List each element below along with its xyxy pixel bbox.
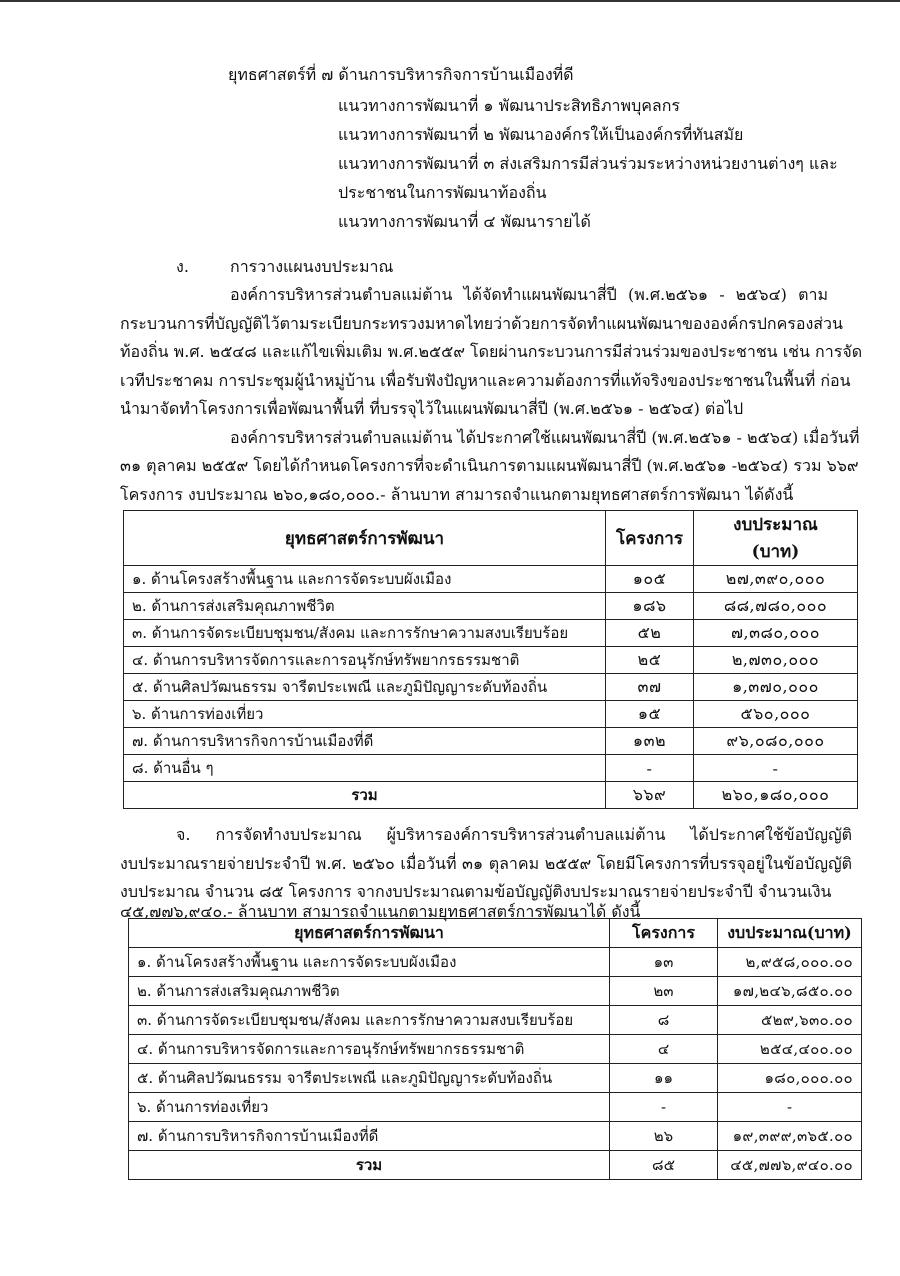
header-budget bbox=[694, 511, 858, 566]
table-total-row bbox=[124, 782, 858, 809]
strategy-name: ๖. ด้านการท่องเที่ยว bbox=[129, 1093, 610, 1122]
table-row bbox=[124, 701, 858, 728]
budget-amount: ๑,๓๗๐,๐๐๐ bbox=[694, 674, 858, 701]
para1-line-3: ท้องถิ่น พ.ศ. ๒๕๔๘ และแก้ไขเพิ่มเติม พ.ศ.๒๕๕๙ โดยผ่านกระบวนการมีส่วนร่วมของประชาชน เช่น การจัด bbox=[120, 342, 863, 361]
table-row bbox=[129, 977, 862, 1006]
budget-amount: ๙๖,๐๘๐,๐๐๐ bbox=[694, 728, 858, 755]
table-row bbox=[129, 1035, 862, 1064]
project-count: - bbox=[606, 755, 694, 782]
table-row bbox=[129, 1064, 862, 1093]
header-strategy: ยุทธศาสตร์การพัฒนา bbox=[129, 919, 610, 948]
budget-amount: ๑๗,๒๔๖,๘๕๐.๐๐ bbox=[718, 977, 862, 1006]
table-row bbox=[129, 948, 862, 977]
table-row bbox=[124, 566, 858, 593]
para2-line-3: โครงการ งบประมาณ ๒๖๐,๑๘๐,๐๐๐.- ล้านบาท สามารถจำแนกตามยุทธศาสตร์การพัฒนา ได้ดังนี้ bbox=[120, 485, 794, 504]
table-row bbox=[124, 755, 858, 782]
strategy-name: ๔. ด้านการบริหารจัดการและการอนุรักษ์ทรัพยากรธรรมชาติ bbox=[129, 1035, 610, 1064]
budget-amount: ๑๙,๓๙๙,๓๖๕.๐๐ bbox=[718, 1122, 862, 1151]
guideline-3-cont: ประชาชนในการพัฒนาท้องถิ่น bbox=[338, 183, 547, 202]
budget-amount: ๒,๙๕๘,๐๐๐.๐๐ bbox=[718, 948, 862, 977]
guideline-1: แนวทางการพัฒนาที่ ๑ พัฒนาประสิทธิภาพบุคลกร bbox=[338, 96, 681, 115]
total-label: รวม bbox=[129, 1151, 610, 1180]
project-count: ๑๘๖ bbox=[606, 593, 694, 620]
section-d-heading: การวางแผนงบประมาณ bbox=[230, 257, 394, 276]
project-count: ๕๒ bbox=[606, 620, 694, 647]
table-header-row bbox=[129, 919, 862, 948]
strategy-name: ๗. ด้านการบริหารกิจการบ้านเมืองที่ดี bbox=[129, 1122, 610, 1151]
header-budget-label: งบประมาณ bbox=[733, 515, 818, 535]
table-total-row bbox=[129, 1151, 862, 1180]
para1-line-2: กระบวนการที่บัญญัติไว้ตามระเบียบกระทรวงมหาดไทยว่าด้วยการจัดทำแผนพัฒนาขององค์กรปกครองส่วน bbox=[120, 314, 843, 333]
project-count: ๑๓ bbox=[610, 948, 718, 977]
strategy-name: ๑. ด้านโครงสร้างพื้นฐาน และการจัดระบบผังเมือง bbox=[124, 566, 606, 593]
para1-line-4: เวทีประชาคม การประชุมผู้นำหมู่บ้าน เพื่อรับฟังปัญหาและความต้องการที่แท้จริงของประชาชนในพื้นที่ ก่อน bbox=[120, 371, 851, 390]
table-row bbox=[124, 647, 858, 674]
para1-line-5: นำมาจัดทำโครงการเพื่อพัฒนาพื้นที่ ที่บรรจุไว้ในแผนพัฒนาสี่ปี (พ.ศ.๒๕๖๑ - ๒๕๖๔) ต่อไป bbox=[120, 399, 744, 418]
table-row bbox=[129, 1093, 862, 1122]
table-header-row bbox=[124, 511, 858, 566]
guideline-4: แนวทางการพัฒนาที่ ๔ พัฒนารายได้ bbox=[338, 212, 591, 231]
strategy-name: ๘. ด้านอื่น ๆ bbox=[124, 755, 606, 782]
strategy-name: ๒. ด้านการส่งเสริมคุณภาพชีวิต bbox=[129, 977, 610, 1006]
section-e-line-4: ๔๕,๗๗๖,๙๔๐.- ล้านบาท สามารถจำแนกตามยุทธศาสตร์การพัฒนาได้ ดังนี้ bbox=[120, 902, 641, 921]
table-row bbox=[129, 1122, 862, 1151]
budget-amount: ๑๘๐,๐๐๐.๐๐ bbox=[718, 1064, 862, 1093]
budget-amount: - bbox=[718, 1093, 862, 1122]
project-count: ๒๖ bbox=[610, 1122, 718, 1151]
project-count: ๑๑ bbox=[610, 1064, 718, 1093]
strategy-name: ๒. ด้านการส่งเสริมคุณภาพชีวิต bbox=[124, 593, 606, 620]
para2-line-2: ๓๑ ตุลาคม ๒๕๕๙ โดยได้กำหนดโครงการที่จะดำเนินการตามแผนพัฒนาสี่ปี (พ.ศ.๒๕๖๑ -๒๕๖๔) รวม ๖๖๙ bbox=[120, 456, 859, 475]
guideline-3: แนวทางการพัฒนาที่ ๓ ส่งเสริมการมีส่วนร่วมระหว่างหน่วยงานต่างๆ และ bbox=[338, 154, 838, 173]
total-label: รวม bbox=[124, 782, 606, 809]
budget-amount: ๒๕๔,๔๐๐.๐๐ bbox=[718, 1035, 862, 1064]
annual-budget-table bbox=[128, 918, 862, 1180]
total-budget: ๔๕,๗๗๖,๙๔๐.๐๐ bbox=[718, 1151, 862, 1180]
project-count: ๘ bbox=[610, 1006, 718, 1035]
strategy-name: ๓. ด้านการจัดระเบียบชุมชน/สังคม และการรักษาความสงบเรียบร้อย bbox=[124, 620, 606, 647]
table-row bbox=[124, 728, 858, 755]
project-count: ๑๐๕ bbox=[606, 566, 694, 593]
total-projects: ๘๕ bbox=[610, 1151, 718, 1180]
project-count: - bbox=[610, 1093, 718, 1122]
top-rule bbox=[0, 0, 900, 2]
budget-amount: ๗,๓๘๐,๐๐๐ bbox=[694, 620, 858, 647]
project-count: ๓๗ bbox=[606, 674, 694, 701]
budget-amount: ๒,๗๓๐,๐๐๐ bbox=[694, 647, 858, 674]
section-e-line-3: งบประมาณ จำนวน ๘๕ โครงการ จากงบประมาณตามข้อบัญญัติงบประมาณรายจ่ายประจำปี จำนวนเงิน bbox=[120, 882, 832, 901]
plan-budget-table bbox=[123, 510, 858, 809]
total-projects: ๖๖๙ bbox=[606, 782, 694, 809]
strategy-name: ๔. ด้านการบริหารจัดการและการอนุรักษ์ทรัพยากรธรรมชาติ bbox=[124, 647, 606, 674]
guideline-2: แนวทางการพัฒนาที่ ๒ พัฒนาองค์กรให้เป็นองค์กรที่ทันสมัย bbox=[338, 125, 744, 144]
project-count: ๒๕ bbox=[606, 647, 694, 674]
table-row bbox=[124, 674, 858, 701]
header-projects: โครงการ bbox=[610, 919, 718, 948]
section-d-marker: ง. bbox=[176, 257, 189, 276]
strategy-name: ๖. ด้านการท่องเที่ยว bbox=[124, 701, 606, 728]
budget-amount: ๕๒๙,๖๓๐.๐๐ bbox=[718, 1006, 862, 1035]
budget-amount: ๕๖๐,๐๐๐ bbox=[694, 701, 858, 728]
header-budget: งบประมาณ(บาท) bbox=[718, 919, 862, 948]
project-count: ๒๓ bbox=[610, 977, 718, 1006]
strategy-name: ๕. ด้านศิลปวัฒนธรรม จารีตประเพณี และภูมิปัญญาระดับท้องถิ่น bbox=[129, 1064, 610, 1093]
project-count: ๑๕ bbox=[606, 701, 694, 728]
header-strategy: ยุทธศาสตร์การพัฒนา bbox=[124, 511, 606, 566]
total-budget: ๒๖๐,๑๘๐,๐๐๐ bbox=[694, 782, 858, 809]
header-projects: โครงการ bbox=[606, 511, 694, 566]
strategy-name: ๑. ด้านโครงสร้างพื้นฐาน และการจัดระบบผังเมือง bbox=[129, 948, 610, 977]
table-row bbox=[129, 1006, 862, 1035]
strategy-name: ๗. ด้านการบริหารกิจการบ้านเมืองที่ดี bbox=[124, 728, 606, 755]
budget-amount: ๒๗,๓๙๐,๐๐๐ bbox=[694, 566, 858, 593]
strategy-name: ๓. ด้านการจัดระเบียบชุมชน/สังคม และการรักษาความสงบเรียบร้อย bbox=[129, 1006, 610, 1035]
para2-line-1: องค์การบริหารส่วนตำบลแม่ต้าน ได้ประกาศใช้แผนพัฒนาสี่ปี (พ.ศ.๒๕๖๑ - ๒๕๖๔) เมื่อวันที่ bbox=[230, 428, 860, 447]
budget-amount: ๘๘,๗๘๐,๐๐๐ bbox=[694, 593, 858, 620]
table-row bbox=[124, 620, 858, 647]
budget-amount: - bbox=[694, 755, 858, 782]
header-budget-unit: (บาท) bbox=[751, 542, 800, 562]
strategy-name: ๕. ด้านศิลปวัฒนธรรม จารีตประเพณี และภูมิปัญญาระดับท้องถิ่น bbox=[124, 674, 606, 701]
table-row bbox=[124, 593, 858, 620]
project-count: ๑๓๒ bbox=[606, 728, 694, 755]
section-e-line-2: งบประมาณรายจ่ายประจำปี พ.ศ. ๒๕๖๐ เมื่อวันที่ ๓๑ ตุลาคม ๒๕๕๙ โดยมีโครงการที่บรรจุอยู่ในข้อบัญญัติ bbox=[120, 854, 852, 873]
para1-line-1: องค์การบริหารส่วนตำบลแม่ต้าน ได้จัดทำแผนพัฒนาสี่ปี (พ.ศ.๒๕๖๑ - ๒๕๖๔) ตาม bbox=[230, 285, 828, 304]
strategy-heading: ยุทธศาสตร์ที่ ๗ ด้านการบริหารกิจการบ้านเมืองที่ดี bbox=[228, 65, 574, 84]
project-count: ๔ bbox=[610, 1035, 718, 1064]
section-e-line-1: จ. การจัดทำงบประมาณ ผู้บริหารองค์การบริหารส่วนตำบลแม่ต้าน ได้ประกาศใช้ข้อบัญญัติ bbox=[176, 825, 852, 844]
